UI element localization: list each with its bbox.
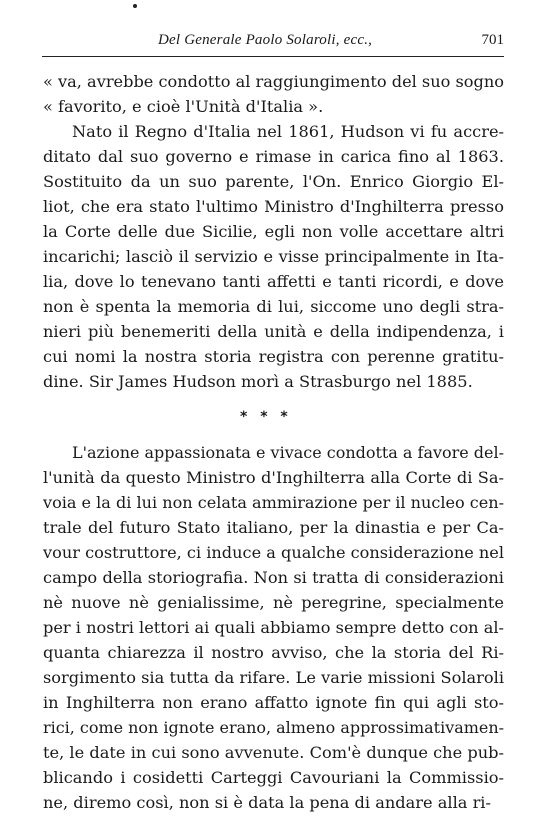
text-line: nè nuove nè genialissime, nè peregrine, specialmente [43,593,504,612]
text-line: voia e la di lui non celata ammirazione per il nucleo cen- [43,493,504,512]
text-line: te, le date in cui sono avvenute. Com'è dunque che pub- [43,743,504,762]
text-line: sorgimento sia tutta da rifare. Le varie missioni Solaroli [43,668,504,687]
text-line: dine. Sir James Hudson morì a Strasburgo nel 1885. [43,372,473,391]
text-line: incarichi; lasciò il servizio e visse principalmente in Ita- [43,247,504,266]
text-line: non è spenta la memoria di lui, siccome uno degli stra- [43,297,504,316]
text-line: nieri più benemeriti della unità e della indipendenza, i [43,322,504,341]
ink-speck [133,4,137,8]
header-rule [42,56,504,57]
text-line: in Inghilterra non erano affatto ignote fin qui agli sto- [43,693,504,712]
page-number: 701 [481,32,504,48]
text-line: blicando i cosidetti Carteggi Cavouriani la Commissio- [43,768,504,787]
text-line: la Corte delle due Sicilie, egli non volle accettare altri [43,222,504,241]
text-line: « va, avrebbe condotto al raggiungimento del suo sogno [43,72,504,91]
section-separator: * * * [240,409,292,425]
text-line: ditato dal suo governo e rimase in carica fino al 1863. [43,147,504,166]
text-line: ne, diremo così, non si è data la pena di andare alla ri- [43,793,491,812]
text-line: Sostituito da un suo parente, l'On. Enrico Giorgio El- [43,172,504,191]
text-line: cui nomi la nostra storia registra con perenne gratitu- [43,347,504,366]
text-line: lia, dove lo tenevano tanti affetti e tanti ricordi, e dove [43,272,504,291]
running-title: Del Generale Paolo Solaroli, ecc., [158,32,373,48]
text-line: vour costruttore, ci induce a qualche considerazione nel [43,543,504,562]
text-line: trale del futuro Stato italiano, per la dinastia e per Ca- [43,518,504,537]
text-line: campo della storiografia. Non si tratta di considerazioni [43,568,504,587]
text-line: rici, come non ignote erano, almeno approssimativamen- [43,718,504,737]
text-line: « favorito, e cioè l'Unità d'Italia ». [43,97,324,116]
text-line: L'azione appassionata e vivace condotta a favore del- [72,443,504,462]
text-line: l'unità da questo Ministro d'Inghilterra alla Corte di Sa- [43,468,504,487]
text-line: liot, che era stato l'ultimo Ministro d'Inghilterra presso [43,197,504,216]
text-line: Nato il Regno d'Italia nel 1861, Hudson vi fu accre- [72,122,504,141]
running-header [42,30,504,52]
text-line: quanta chiarezza il nostro avviso, che la storia del Ri- [43,643,504,662]
text-line: per i nostri lettori ai quali abbiamo sempre detto con al- [43,618,504,637]
